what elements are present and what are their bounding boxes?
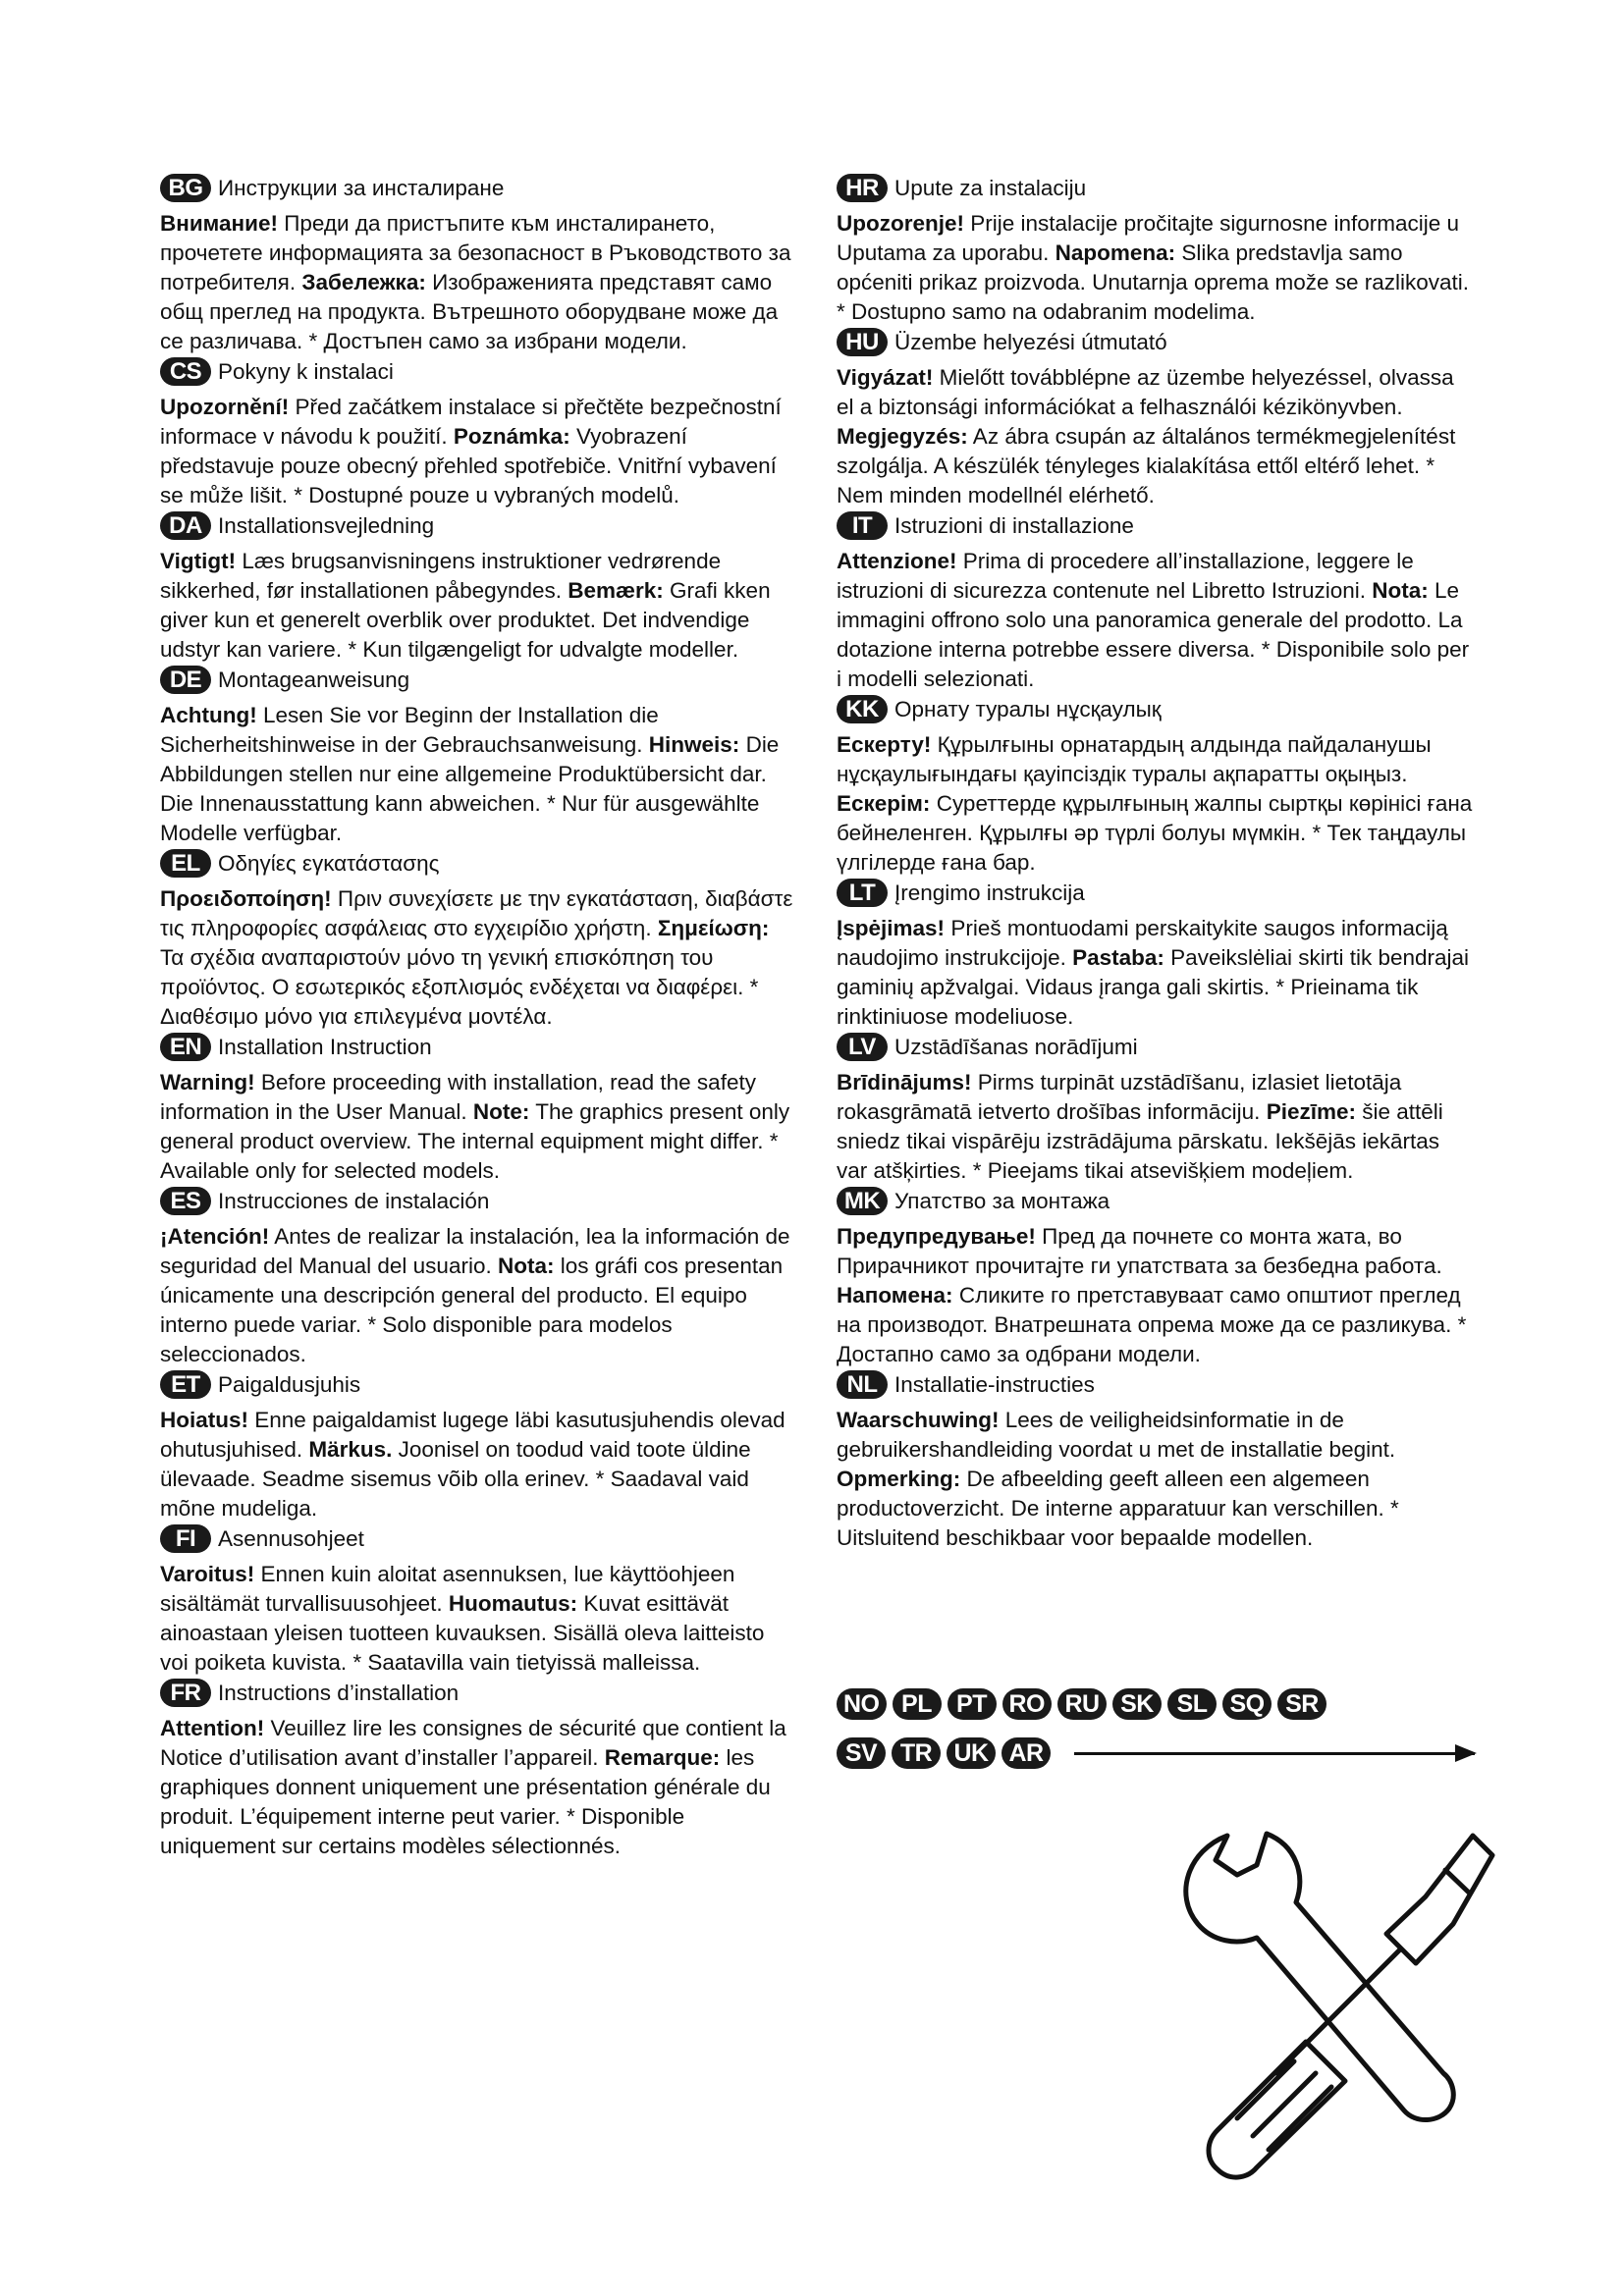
note-label: Remarque: xyxy=(604,1745,721,1770)
section-fi xyxy=(160,1523,798,1678)
warning-text: Prieš montuodami perskaitykite saugos informaciją naudojimo instrukcijoje. xyxy=(837,916,1448,970)
warning-label: Įspėjimas! xyxy=(837,916,946,940)
section-header xyxy=(160,1369,798,1400)
section-title: Istruzioni di installazione xyxy=(894,513,1134,538)
warning-text: Πριν συνεχίσετε με την εγκατάσταση, διαβάστε τις πληροφορίες ασφάλειας στο εγχειρίδιο χρήστη. xyxy=(160,886,793,940)
note-text: šie attēli sniedz tikai vispārēju izstrādājuma pārskatu. Iekšējās iekārtas var atšķirties. * Pieejams tikai atsevišķiem modeļiem. xyxy=(837,1099,1443,1183)
section-body xyxy=(837,914,1473,1032)
section-fr xyxy=(160,1678,798,1861)
note-text: De afbeelding geeft alleen een algemeen productoverzicht. De interne apparatuur kan verschillen. * Uitsluitend beschikbaar voor bepaalde modellen. xyxy=(837,1467,1399,1550)
section-header xyxy=(837,173,1473,203)
wrench-screwdriver-icon xyxy=(1159,1816,1497,2189)
section-kk xyxy=(837,694,1473,878)
note-text: Сликите го претставуваат само општиот преглед на производот. Внатрешната опрема може да се разликува. * Достапно само за одбрани модели. xyxy=(837,1283,1467,1366)
note-label: Nota: xyxy=(497,1254,555,1278)
warning-label: ¡Atención! xyxy=(160,1224,270,1249)
section-header xyxy=(160,356,798,387)
note-text: Joonisel on toodud vaid toote üldine ülevaade. Seadme sisemus võib olla erinev. * Saadaval vaid mõne mudeliga. xyxy=(160,1437,751,1521)
language-badge: NL xyxy=(837,1370,888,1399)
warning-label: Attention! xyxy=(160,1716,265,1740)
section-body xyxy=(160,547,798,665)
note-text: Суреттерде құрылғының жалпы сыртқы көрінісі ғана бейнеленген. Құрылғы әр түрлі болуы мүмкін. * Тек таңдаулы үлгілерде ғана бар. xyxy=(837,791,1473,875)
note-text: Vyobrazení představuje pouze obecný přehled spotřebiče. Vnitřní vybavení se může lišit. * Dostupné pouze u vybraných modelů. xyxy=(160,424,777,507)
section-title: Installatie-instructies xyxy=(894,1372,1095,1397)
note-text: Grafi kken giver kun et generelt overblik over produktet. Det indvendige udstyr kan variere. * Kun tilgængeligt for udvalgte modeller. xyxy=(160,578,771,662)
language-badge-ro: RO xyxy=(1002,1688,1053,1720)
section-header xyxy=(160,1032,798,1062)
language-badge-sq: SQ xyxy=(1222,1688,1272,1720)
language-badge: MK xyxy=(837,1187,888,1215)
note-label: Nota: xyxy=(1372,578,1429,603)
warning-text: Lesen Sie vor Beginn der Installation die Sicherheitshinweise in der Gebrauchsanweisung. xyxy=(160,703,659,757)
section-title: Uzstādīšanas norādījumi xyxy=(894,1035,1138,1059)
language-badge-sk: SK xyxy=(1112,1688,1162,1720)
section-es xyxy=(160,1186,798,1369)
section-title: Montageanweisung xyxy=(218,667,410,692)
note-label: Ескерім: xyxy=(837,791,931,816)
warning-label: Warning! xyxy=(160,1070,255,1095)
language-badge-no: NO xyxy=(837,1688,887,1720)
section-cs xyxy=(160,356,798,510)
section-hu xyxy=(837,327,1473,510)
section-title: Pokyny k instalaci xyxy=(218,359,394,384)
note-label: Poznámka: xyxy=(453,424,570,449)
section-header xyxy=(837,1032,1473,1062)
warning-text: Mielőtt továbblépne az üzembe helyezéssel, olvassa el a biztonsági információkat a felhasználói kézikönyvben. xyxy=(837,365,1454,419)
section-body xyxy=(160,1406,798,1523)
warning-label: Upozornění! xyxy=(160,395,290,419)
language-badge-ru: RU xyxy=(1057,1688,1107,1720)
note-label: Napomena: xyxy=(1055,240,1176,265)
note-text: Paveikslėliai skirti tik bendrajai gaminių apžvalgai. Vidaus įranga gali skirtis. * Prieinama tik rinktiniuose modeliuose. xyxy=(837,945,1470,1029)
left-column xyxy=(160,173,798,1861)
section-title: Οδηγίες εγκατάστασης xyxy=(218,851,440,876)
note-label: Напомена: xyxy=(837,1283,953,1308)
language-badge-row-2 xyxy=(837,1733,1475,1774)
section-de xyxy=(160,665,798,848)
warning-text: Před začátkem instalace si přečtěte bezpečnostní informace v návodu k použití. xyxy=(160,395,782,449)
note-text: Die Abbildungen stellen nur eine allgemeine Produktübersicht dar. Die Innenausstattung kann abweichen. * Nur für ausgewählte Modelle verfügbar. xyxy=(160,732,780,845)
section-title: Upute za instalaciju xyxy=(894,176,1087,200)
section-el xyxy=(160,848,798,1032)
note-label: Märkus. xyxy=(308,1437,393,1462)
note-text: Slika predstavlja samo općeniti prikaz proizvoda. Unutarnja oprema može se razlikovati. * Dostupno samo na odabranim modelima. xyxy=(837,240,1470,324)
language-badge: CS xyxy=(160,357,211,386)
section-body xyxy=(837,1222,1473,1369)
language-badge-sv: SV xyxy=(837,1737,886,1769)
section-title: Installationsvejledning xyxy=(218,513,435,538)
section-title: Installation Instruction xyxy=(218,1035,432,1059)
section-header xyxy=(837,878,1473,908)
note-text: les graphiques donnent uniquement une présentation générale du produit. L’équipement interne peut varier. * Disponible uniquement sur certains modèles sélectionnés. xyxy=(160,1745,771,1858)
warning-text: Antes de realizar la instalación, lea la información de seguridad del Manual del usuario. xyxy=(160,1224,790,1278)
section-header xyxy=(160,1523,798,1554)
warning-text: Prima di procedere all’installazione, leggere le istruzioni di sicurezza contenute nel Libretto Istruzioni. xyxy=(837,549,1414,603)
section-title: Paigaldusjuhis xyxy=(218,1372,361,1397)
section-da xyxy=(160,510,798,665)
section-body xyxy=(837,363,1473,510)
section-title: Asennusohjeet xyxy=(218,1526,364,1551)
section-body xyxy=(837,1406,1473,1553)
section-bg xyxy=(160,173,798,356)
note-text: The graphics present only general product overview. The internal equipment might differ. * Available only for selected models. xyxy=(160,1099,790,1183)
language-badge: ET xyxy=(160,1370,211,1399)
warning-label: Vigyázat! xyxy=(837,365,934,390)
section-body xyxy=(160,1560,798,1678)
warning-text: Before proceeding with installation, read the safety information in the User Manual. xyxy=(160,1070,756,1124)
section-lv xyxy=(837,1032,1473,1186)
warning-label: Attenzione! xyxy=(837,549,957,573)
note-label: Bemærk: xyxy=(568,578,664,603)
warning-text: Lees de veiligheidsinformatie in de gebruikershandleiding voordat u met de installatie begint. xyxy=(837,1408,1396,1462)
warning-label: Внимание! xyxy=(160,211,278,236)
warning-label: Vigtigt! xyxy=(160,549,237,573)
warning-label: Achtung! xyxy=(160,703,257,727)
section-header xyxy=(160,510,798,541)
section-body xyxy=(837,1068,1473,1186)
note-label: Hinweis: xyxy=(648,732,740,757)
warning-text: Enne paigaldamist lugege läbi kasutusjuhendis olevad ohutusjuhised. xyxy=(160,1408,785,1462)
note-label: Σημείωση: xyxy=(657,916,770,940)
section-body xyxy=(160,393,798,510)
section-en xyxy=(160,1032,798,1186)
warning-text: Құрылғыны орнатардың алдында пайдаланушы нұсқаулығындағы қауіпсіздік туралы ақпаратты оқыңыз. xyxy=(837,732,1432,786)
warning-label: Προειδοποίηση! xyxy=(160,886,332,911)
language-badge: DA xyxy=(160,511,211,540)
warning-text: Пред да почнете со монта жата, во Прирачникот прочитајте ги упатствата за безбедна работа. xyxy=(837,1224,1442,1278)
section-nl xyxy=(837,1369,1473,1553)
section-header xyxy=(160,173,798,203)
language-badge: EN xyxy=(160,1033,211,1061)
language-badge-row-1 xyxy=(837,1683,1475,1725)
language-badge: IT xyxy=(837,511,888,540)
section-header xyxy=(837,694,1473,724)
section-hr xyxy=(837,173,1473,327)
language-badge: EL xyxy=(160,849,211,878)
section-title: Орнату туралы нұсқаулық xyxy=(894,697,1162,721)
warning-label: Upozorenje! xyxy=(837,211,965,236)
right-arrow-icon xyxy=(1074,1752,1475,1755)
note-text: Τα σχέδια αναπαριστούν μόνο τη γενική επισκόπηση του προϊόντος. Ο εσωτερικός εξοπλισμός ενδέχεται να διαφέρει. * Διαθέσιμο μόνο για επιλεγμένα μοντέλα. xyxy=(160,945,759,1029)
note-label: Megjegyzés: xyxy=(837,424,968,449)
section-title: Üzembe helyezési útmutató xyxy=(894,330,1167,354)
section-title: Instrucciones de instalación xyxy=(218,1189,490,1213)
warning-text: Prije instalacije pročitajte sigurnosne informacije u Uputama za uporabu. xyxy=(837,211,1460,265)
language-badge: FI xyxy=(160,1524,211,1553)
warning-text: Pirms turpināt uzstādīšanu, izlasiet lietotāja rokasgrāmatā ietverto drošības informāciju. xyxy=(837,1070,1402,1124)
warning-text: Преди да пристъпите към инсталирането, прочетете информацията за безопасност в Ръководството за потребителя. xyxy=(160,211,791,294)
warning-text: Veuillez lire les consignes de sécurité que contient la Notice d’utilisation avant d’installer l’appareil. xyxy=(160,1716,786,1770)
note-text: los gráfi cos presentan únicamente una descripción general del producto. El equipo interno puede variar. * Solo disponible para modelos seleccionados. xyxy=(160,1254,784,1366)
language-badge-tr: TR xyxy=(892,1737,941,1769)
language-badge: HR xyxy=(837,174,888,202)
note-text: Le immagini offrono solo una panoramica generale del prodotto. La dotazione interna potrebbe essere diversa. * Disponibile solo per i modelli selezionati. xyxy=(837,578,1470,691)
section-title: Упатство за монтажа xyxy=(894,1189,1110,1213)
section-body xyxy=(160,884,798,1032)
section-header xyxy=(837,327,1473,357)
section-title: Инструкции за инсталиране xyxy=(218,176,505,200)
section-body xyxy=(160,1068,798,1186)
warning-label: Waarschuwing! xyxy=(837,1408,1000,1432)
warning-label: Предупредување! xyxy=(837,1224,1036,1249)
note-text: Kuvat esittävät ainoastaan yleisen tuotteen kuvauksen. Sisällä oleva laitteisto voi poiketa kuvista. * Saatavilla vain tietyissä malleissa. xyxy=(160,1591,765,1675)
section-title: Instructions d’installation xyxy=(218,1681,460,1705)
section-body xyxy=(837,209,1473,327)
language-badge-sr: SR xyxy=(1277,1688,1326,1720)
warning-label: Hoiatus! xyxy=(160,1408,248,1432)
language-badge: LV xyxy=(837,1033,888,1061)
section-mk xyxy=(837,1186,1473,1369)
right-column xyxy=(837,173,1473,1553)
section-body xyxy=(160,701,798,848)
language-badge: DE xyxy=(160,666,211,694)
note-label: Opmerking: xyxy=(837,1467,961,1491)
section-header xyxy=(160,1186,798,1216)
warning-text: Ennen kuin aloitat asennuksen, lue käyttöohjeen sisältämät turvallisuusohjeet. xyxy=(160,1562,735,1616)
section-body xyxy=(837,547,1473,694)
language-badge: HU xyxy=(837,328,888,356)
warning-text: Læs brugsanvisningens instruktioner vedrørende sikkerhed, før installationen påbegyndes. xyxy=(160,549,722,603)
language-badge: ES xyxy=(160,1187,211,1215)
section-header xyxy=(837,1186,1473,1216)
section-header xyxy=(160,1678,798,1708)
language-badge-sl: SL xyxy=(1167,1688,1217,1720)
language-badge-pl: PL xyxy=(893,1688,942,1720)
language-badge: KK xyxy=(837,695,888,723)
language-badge-pt: PT xyxy=(947,1688,997,1720)
section-header xyxy=(160,848,798,879)
section-header xyxy=(160,665,798,695)
note-label: Забележка: xyxy=(301,270,426,294)
section-body xyxy=(837,730,1473,878)
language-badge-ar: AR xyxy=(1001,1737,1051,1769)
language-badge: LT xyxy=(837,879,888,907)
language-badge: BG xyxy=(160,174,211,202)
section-header xyxy=(837,1369,1473,1400)
note-text: Az ábra csupán az általános termékmegjelenítést szolgálja. A készülék tényleges kialakítása ettől eltérő lehet. * Nem minden modellnél elérhető. xyxy=(837,424,1456,507)
note-label: Note: xyxy=(472,1099,530,1124)
section-body xyxy=(160,209,798,356)
section-body xyxy=(160,1222,798,1369)
warning-label: Ескерту! xyxy=(837,732,932,757)
section-lt xyxy=(837,878,1473,1032)
note-label: Pastaba: xyxy=(1072,945,1164,970)
note-label: Huomautus: xyxy=(448,1591,578,1616)
section-header xyxy=(837,510,1473,541)
section-et xyxy=(160,1369,798,1523)
language-badge: FR xyxy=(160,1679,211,1707)
section-it xyxy=(837,510,1473,694)
warning-label: Varoitus! xyxy=(160,1562,255,1586)
note-label: Piezīme: xyxy=(1266,1099,1356,1124)
warning-label: Brīdinājums! xyxy=(837,1070,972,1095)
note-text: Изображенията представят само общ преглед на продукта. Вътрешното оборудване може да се различава. * Достъпен само за избрани модели. xyxy=(160,270,779,353)
section-body xyxy=(160,1714,798,1861)
language-badge-uk: UK xyxy=(947,1737,996,1769)
section-title: Įrengimo instrukcija xyxy=(894,881,1085,905)
more-languages xyxy=(837,1683,1475,1782)
